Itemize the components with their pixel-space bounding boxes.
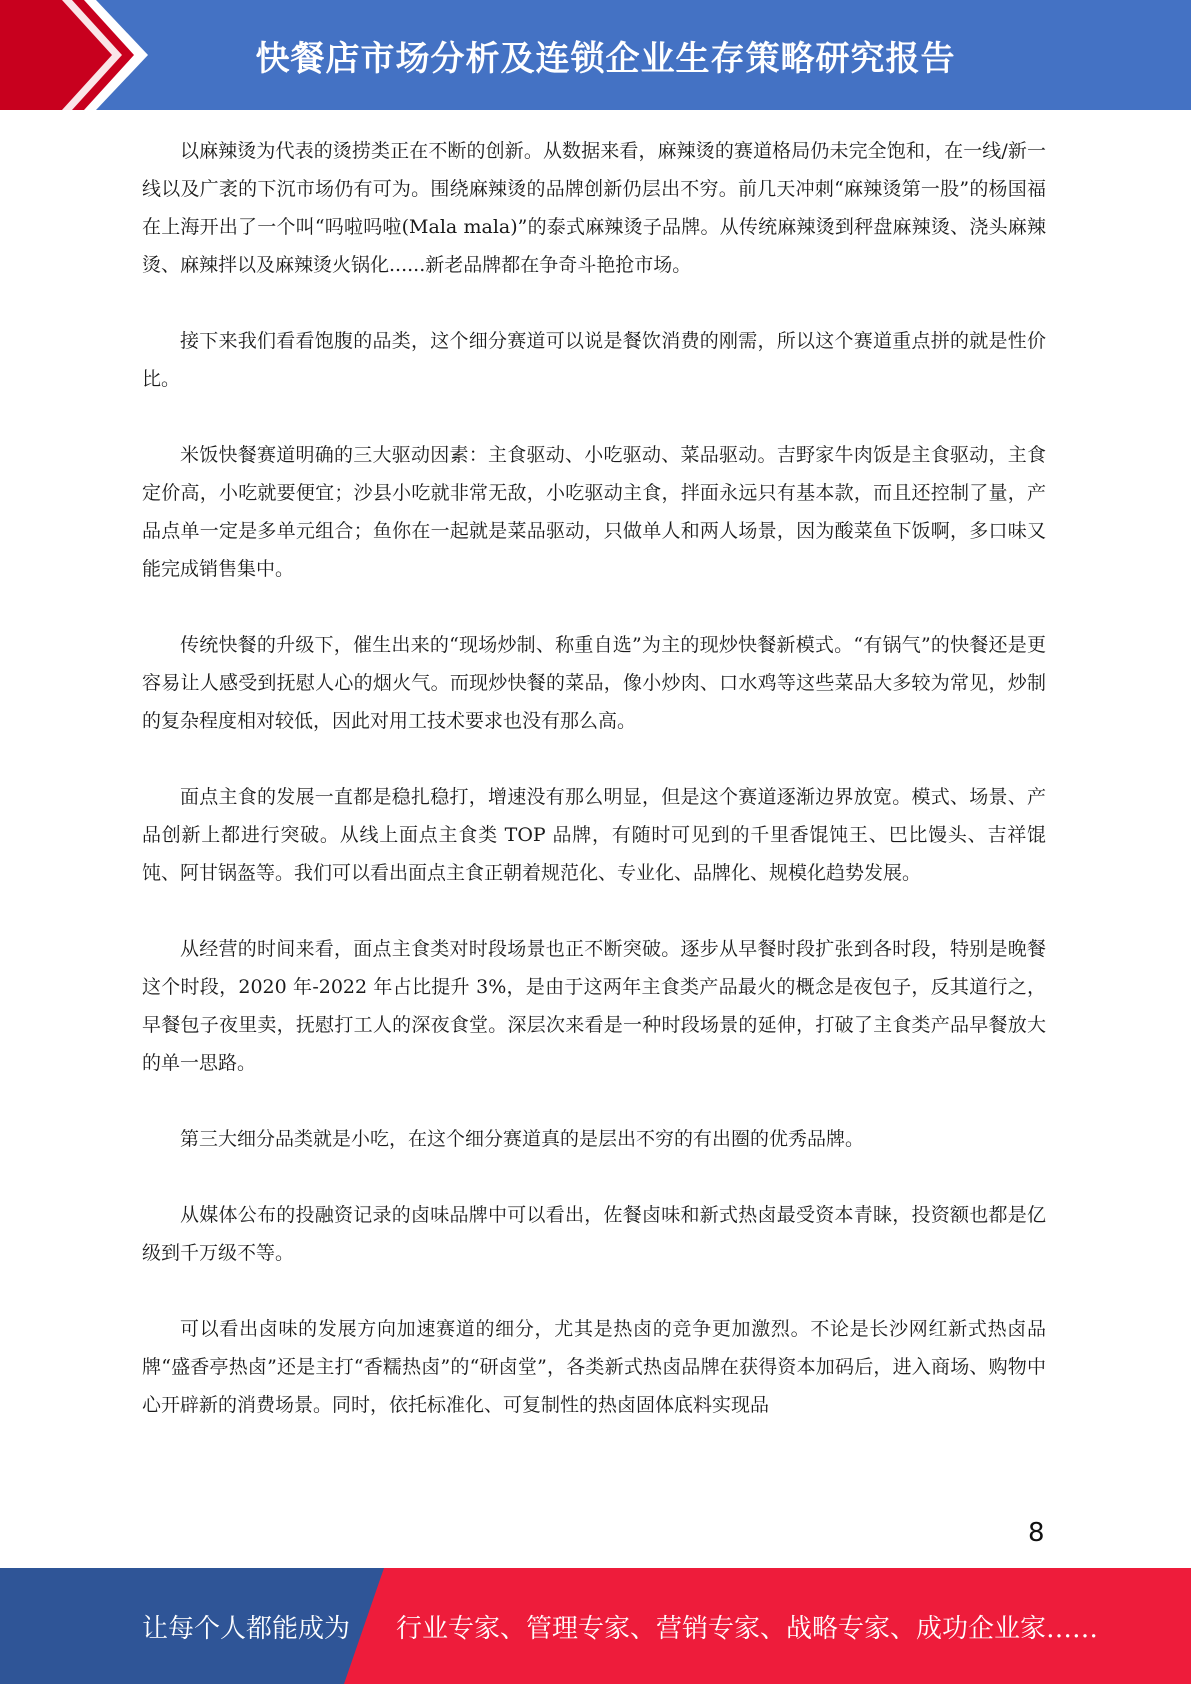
- paragraph: 传统快餐的升级下，催生出来的“现场炒制、称重自选”为主的现炒快餐新模式。“有锅气”的快餐还是更容易让人感受到抚慰人心的烟火气。而现炒快餐的菜品，像小炒肉、口水鸡等这些菜品大多较为常见，炒制的复杂程度相对较低，因此对用工技术要求也没有那么高。: [142, 634, 1046, 732]
- paragraph: 从经营的时间来看，面点主食类对时段场景也正不断突破。逐步从早餐时段扩张到各时段，特别是晚餐这个时段，2020 年-2022 年占比提升 3%，是由于这两年主食类产品最火的概念是夜包子，反其道行之，早餐包子夜里卖，抚慰打工人的深夜食堂。深层次来看是一种时段场景的延伸，打破了主食类产品早餐放大的单一思路。: [142, 938, 1046, 1074]
- paragraph: 第三大细分品类就是小吃，在这个细分赛道真的是层出不穷的有出圈的优秀品牌。: [180, 1128, 865, 1150]
- page-header: [0, 0, 1191, 110]
- paragraph: 面点主食的发展一直都是稳扎稳打，增速没有那么明显，但是这个赛道逐渐边界放宽。模式、场景、产品创新上都进行突破。从线上面点主食类 TOP 品牌，有随时可见到的千里香馄饨王、巴比馒头、吉祥馄饨、阿甘锅盔等。我们可以看出面点主食正朝着规范化、专业化、品牌化、规模化趋势发展。: [142, 786, 1046, 884]
- body-content: [142, 132, 1046, 1462]
- paragraph: 以麻辣烫为代表的烫捞类正在不断的创新。从数据来看，麻辣烫的赛道格局仍未完全饱和，在一线/新一线以及广袤的下沉市场仍有可为。围绕麻辣烫的品牌创新仍层出不穷。前几天冲刺“麻辣烫第一股”的杨国福在上海开出了一个叫“吗啦吗啦(Mala mala)”的泰式麻辣烫子品牌。从传统麻辣烫到秤盘麻辣烫、浇头麻辣烫、麻辣拌以及麻辣烫火锅化......新老品牌都在争奇斗艳抢市场。: [142, 140, 1046, 276]
- page-number: 8: [1028, 1518, 1045, 1548]
- footer-slogan-right: 行业专家、管理专家、营销专家、战略专家、成功企业家……: [396, 1613, 1099, 1644]
- page-footer: [0, 1568, 1191, 1684]
- paragraph: 米饭快餐赛道明确的三大驱动因素：主食驱动、小吃驱动、菜品驱动。吉野家牛肉饭是主食驱动，主食定价高，小吃就要便宜；沙县小吃就非常无敌，小吃驱动主食，拌面永远只有基本款，而且还控制了量，产品点单一定是多单元组合；鱼你在一起就是菜品驱动，只做单人和两人场景，因为酸菜鱼下饭啊，多口味又能完成销售集中。: [142, 444, 1046, 580]
- footer-slogan-left: 让每个人都能成为: [142, 1613, 351, 1644]
- paragraph: 可以看出卤味的发展方向加速赛道的细分，尤其是热卤的竞争更加激烈。不论是长沙网红新式热卤品牌“盛香亭热卤”还是主打“香糯热卤”的“研卤堂”，各类新式热卤品牌在获得资本加码后，进入商场、购物中心开辟新的消费场景。同时，依托标准化、可复制性的热卤固体底料实现品: [142, 1318, 1046, 1416]
- paragraph: 接下来我们看看饱腹的品类，这个细分赛道可以说是餐饮消费的刚需，所以这个赛道重点拼的就是性价比。: [142, 330, 1046, 390]
- report-title: 快餐店市场分析及连锁企业生存策略研究报告: [255, 38, 956, 79]
- paragraph: 从媒体公布的投融资记录的卤味品牌中可以看出，佐餐卤味和新式热卤最受资本青睐，投资额也都是亿级到千万级不等。: [142, 1204, 1046, 1264]
- header-chevron-decoration: [0, 0, 150, 110]
